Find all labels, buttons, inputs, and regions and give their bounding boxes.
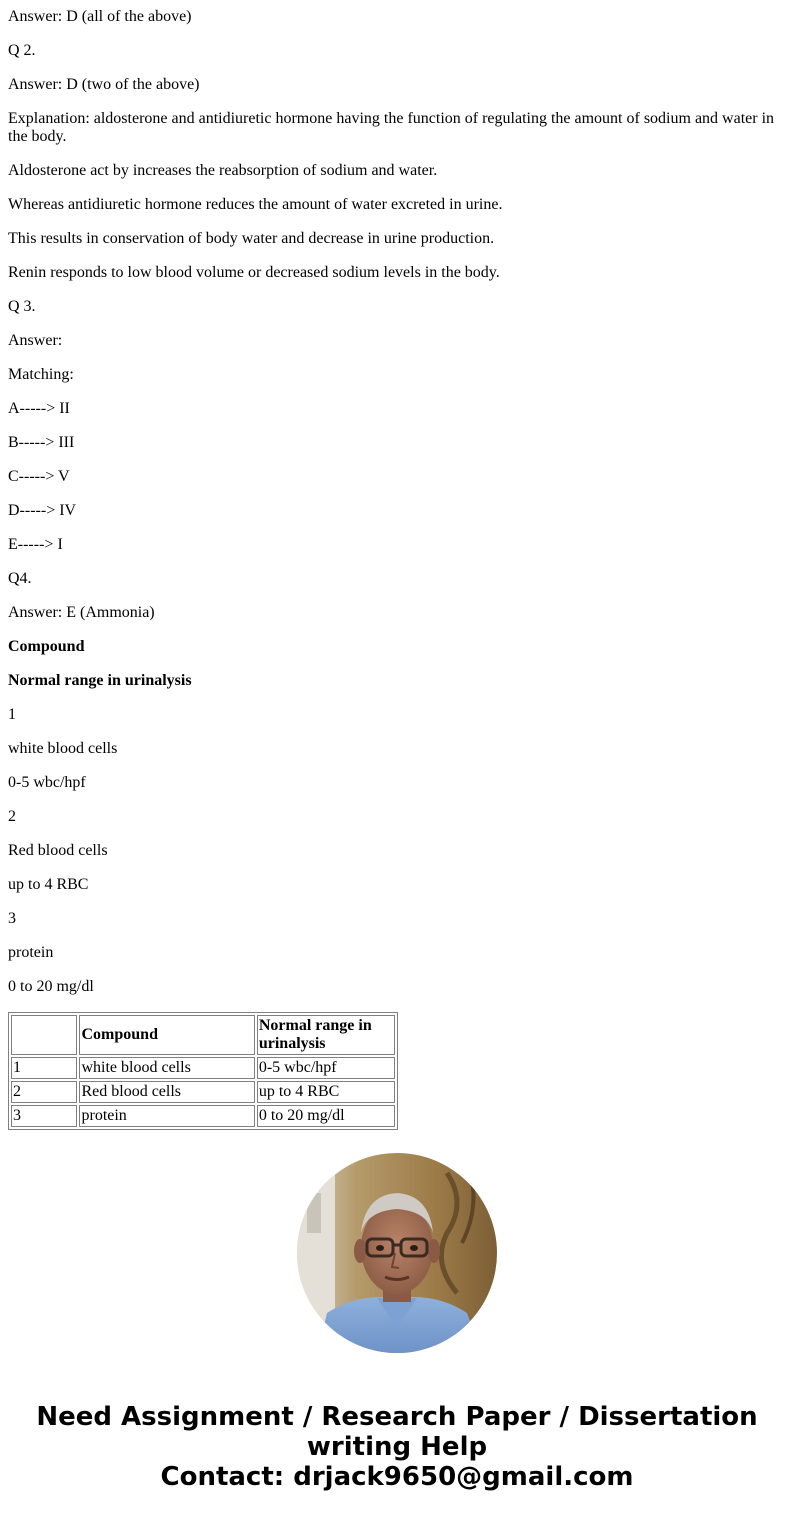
matching-c: C-----> V xyxy=(8,468,70,485)
flat-row-2-compound: Red blood cells xyxy=(8,842,108,859)
matching-b: B-----> III xyxy=(8,434,75,451)
matching-label: Matching: xyxy=(8,366,74,383)
flat-row-3-range: 0 to 20 mg/dl xyxy=(8,978,94,995)
question-3-heading: Q 3. xyxy=(8,298,36,315)
table-cell-num: 3 xyxy=(11,1105,77,1127)
conservation-paragraph: This results in conservation of body water and decrease in urine production. xyxy=(8,230,495,247)
footer-line-2: writing Help xyxy=(306,1432,488,1462)
answer-q3-label: Answer: xyxy=(8,332,63,349)
urinalysis-table xyxy=(8,1012,398,1130)
table-header-row xyxy=(11,1015,395,1055)
answer-q4: Answer: E (Ammonia) xyxy=(8,604,155,621)
table-cell-num: 2 xyxy=(11,1081,77,1103)
table-cell-range: 0 to 20 mg/dl xyxy=(257,1105,395,1127)
table-cell-compound: protein xyxy=(79,1105,254,1127)
renin-paragraph: Renin responds to low blood volume or decreased sodium levels in the body. xyxy=(8,264,500,281)
table-header-compound: Compound xyxy=(79,1015,254,1055)
flat-row-1-range: 0-5 wbc/hpf xyxy=(8,774,86,791)
flat-row-1-compound: white blood cells xyxy=(8,740,118,757)
table-header-cell-blank xyxy=(11,1015,77,1055)
table-row xyxy=(11,1105,395,1127)
matching-a: A-----> II xyxy=(8,400,70,417)
matching-e: E-----> I xyxy=(8,536,63,553)
table-cell-range: up to 4 RBC xyxy=(257,1081,395,1103)
explanation-paragraph: Explanation: aldosterone and antidiuretic hormone having the function of regulating the amount of sodium and water in the body. xyxy=(8,110,775,145)
table-cell-compound: white blood cells xyxy=(79,1057,254,1079)
flat-row-1-num: 1 xyxy=(8,706,16,723)
table-row xyxy=(11,1081,395,1103)
matching-d: D-----> IV xyxy=(8,502,77,519)
flat-header-compound: Compound xyxy=(8,638,85,655)
table-row xyxy=(11,1057,395,1079)
footer-line-1: Need Assignment / Research Paper / Dissertation xyxy=(36,1402,758,1432)
document-body xyxy=(8,0,786,1130)
flat-row-2-num: 2 xyxy=(8,808,16,825)
flat-row-2-range: up to 4 RBC xyxy=(8,876,89,893)
footer-contact: Contact: drjack9650@gmail.com xyxy=(160,1462,634,1492)
author-avatar xyxy=(297,1153,497,1353)
flat-row-3-num: 3 xyxy=(8,910,16,927)
answer-q2: Answer: D (two of the above) xyxy=(8,76,200,93)
table-cell-compound: Red blood cells xyxy=(79,1081,254,1103)
avatar-portrait-image xyxy=(297,1153,497,1353)
question-4-heading: Q4. xyxy=(8,570,32,587)
aldosterone-paragraph: Aldosterone act by increases the reabsorption of sodium and water. xyxy=(8,162,438,179)
table-cell-num: 1 xyxy=(11,1057,77,1079)
question-2-heading: Q 2. xyxy=(8,42,36,59)
adh-paragraph: Whereas antidiuretic hormone reduces the amount of water excreted in urine. xyxy=(8,196,503,213)
flat-header-range: Normal range in urinalysis xyxy=(8,672,192,689)
table-cell-range: 0-5 wbc/hpf xyxy=(257,1057,395,1079)
answer-q1: Answer: D (all of the above) xyxy=(8,8,192,25)
footer-banner xyxy=(0,1402,794,1492)
table-header-range: Normal range in urinalysis xyxy=(257,1015,395,1055)
flat-row-3-compound: protein xyxy=(8,944,54,961)
